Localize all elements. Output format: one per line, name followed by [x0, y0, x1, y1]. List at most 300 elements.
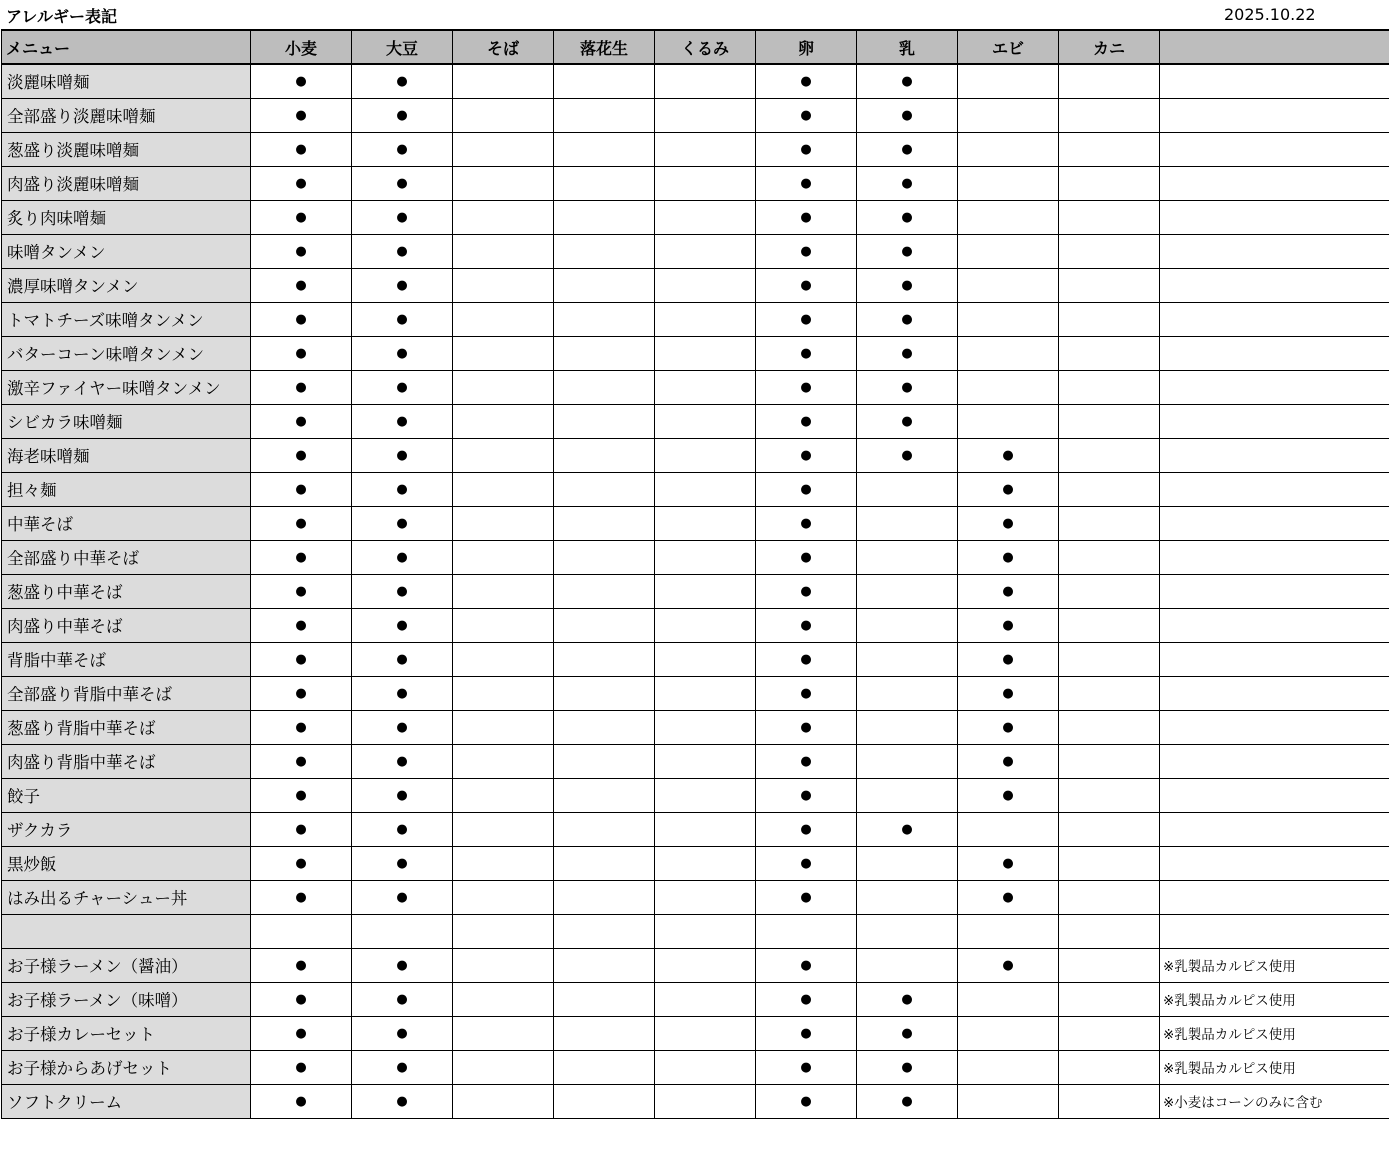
allergen-mark: ●	[800, 175, 812, 191]
allergen-mark: ●	[295, 311, 307, 327]
allergen-cell	[756, 472, 857, 506]
allergen-cell	[1059, 98, 1160, 132]
allergen-cell	[857, 268, 958, 302]
table-row	[2, 98, 1389, 132]
allergen-mark: ●	[800, 753, 812, 769]
allergen-mark: ●	[396, 277, 408, 293]
allergen-mark: ●	[295, 821, 307, 837]
allergen-cell	[756, 744, 857, 778]
allergen-cell	[958, 608, 1059, 642]
allergen-mark: ●	[800, 277, 812, 293]
allergen-mark: ●	[901, 447, 913, 463]
table-row	[2, 812, 1389, 846]
allergen-cell	[857, 948, 958, 982]
allergen-mark: ●	[901, 209, 913, 225]
allergen-cell	[453, 438, 554, 472]
allergen-cell	[1059, 438, 1160, 472]
table-row	[2, 1016, 1389, 1050]
allergen-mark: ●	[1002, 651, 1014, 667]
menu-item-name: 肉盛り背脂中華そば	[2, 744, 251, 778]
allergen-mark: ●	[295, 515, 307, 531]
column-header-egg: 卵	[756, 30, 857, 64]
allergen-cell	[554, 268, 655, 302]
allergen-cell	[352, 370, 453, 404]
allergen-cell	[958, 370, 1059, 404]
menu-item-name: ソフトクリーム	[2, 1084, 251, 1118]
allergen-cell	[453, 506, 554, 540]
allergen-cell	[857, 676, 958, 710]
allergen-cell	[554, 744, 655, 778]
allergen-cell	[453, 1016, 554, 1050]
allergen-cell	[1059, 744, 1160, 778]
allergen-cell	[857, 608, 958, 642]
allergen-cell	[352, 914, 453, 948]
allergen-mark: ●	[295, 617, 307, 633]
allergen-cell	[1059, 676, 1160, 710]
allergen-mark: ●	[295, 719, 307, 735]
allergen-cell	[1059, 166, 1160, 200]
allergen-cell	[958, 1050, 1059, 1084]
allergen-cell	[352, 778, 453, 812]
allergen-cell	[756, 880, 857, 914]
column-header-soy: 大豆	[352, 30, 453, 64]
allergen-cell	[857, 1016, 958, 1050]
allergen-cell	[453, 710, 554, 744]
menu-item-name: トマトチーズ味噌タンメン	[2, 302, 251, 336]
note-cell	[1160, 200, 1389, 234]
allergen-mark: ●	[901, 345, 913, 361]
note-cell	[1160, 370, 1389, 404]
allergen-cell	[1059, 1016, 1160, 1050]
allergen-cell	[352, 438, 453, 472]
allergen-mark: ●	[295, 753, 307, 769]
note-cell	[1160, 608, 1389, 642]
allergen-cell	[958, 166, 1059, 200]
allergen-cell	[251, 1084, 352, 1118]
allergen-cell	[352, 608, 453, 642]
allergen-cell	[958, 472, 1059, 506]
allergen-cell	[1059, 914, 1160, 948]
column-header-milk: 乳	[857, 30, 958, 64]
allergen-cell	[857, 778, 958, 812]
allergen-mark: ●	[295, 991, 307, 1007]
allergen-cell	[958, 948, 1059, 982]
allergen-cell	[251, 438, 352, 472]
allergen-cell	[251, 812, 352, 846]
allergen-cell	[756, 540, 857, 574]
allergen-mark: ●	[295, 379, 307, 395]
allergen-cell	[453, 370, 554, 404]
allergen-cell	[857, 914, 958, 948]
allergen-cell	[554, 948, 655, 982]
allergen-mark: ●	[901, 175, 913, 191]
allergen-mark: ●	[901, 277, 913, 293]
allergen-cell	[554, 234, 655, 268]
allergen-cell	[352, 336, 453, 370]
allergen-cell	[453, 574, 554, 608]
allergen-cell	[655, 914, 756, 948]
allergen-cell	[251, 98, 352, 132]
note-cell	[1160, 64, 1389, 98]
allergen-cell	[655, 540, 756, 574]
allergen-cell	[453, 540, 554, 574]
allergen-cell	[1059, 880, 1160, 914]
column-header-shrimp: エビ	[958, 30, 1059, 64]
allergen-mark: ●	[396, 447, 408, 463]
allergen-cell	[958, 132, 1059, 166]
allergen-mark: ●	[1002, 787, 1014, 803]
allergen-cell	[655, 574, 756, 608]
allergen-cell	[857, 846, 958, 880]
allergen-cell	[857, 98, 958, 132]
allergen-cell	[251, 234, 352, 268]
allergen-cell	[958, 404, 1059, 438]
allergen-cell	[251, 540, 352, 574]
allergen-mark: ●	[396, 753, 408, 769]
note-cell: ※乳製品カルピス使用	[1160, 1016, 1389, 1050]
allergen-cell	[756, 1084, 857, 1118]
allergen-cell	[655, 1084, 756, 1118]
allergen-cell	[1059, 336, 1160, 370]
allergen-mark: ●	[396, 209, 408, 225]
allergen-cell	[958, 1016, 1059, 1050]
column-header-menu: メニュー	[2, 30, 251, 64]
table-row	[2, 234, 1389, 268]
menu-item-name: 葱盛り背脂中華そば	[2, 710, 251, 744]
allergen-mark: ●	[396, 617, 408, 633]
table-row	[2, 846, 1389, 880]
menu-item-name: 海老味噌麺	[2, 438, 251, 472]
allergen-mark: ●	[800, 515, 812, 531]
allergen-cell	[958, 710, 1059, 744]
allergen-mark: ●	[396, 719, 408, 735]
column-header-wheat: 小麦	[251, 30, 352, 64]
allergen-cell	[1059, 812, 1160, 846]
allergen-cell	[251, 982, 352, 1016]
allergen-cell	[352, 1050, 453, 1084]
allergen-cell	[655, 132, 756, 166]
menu-item-name: シビカラ味噌麺	[2, 404, 251, 438]
allergen-cell	[1059, 846, 1160, 880]
allergen-cell	[251, 642, 352, 676]
allergen-cell	[251, 1016, 352, 1050]
allergen-cell	[655, 948, 756, 982]
allergen-cell	[857, 710, 958, 744]
allergen-mark: ●	[1002, 889, 1014, 905]
allergen-cell	[655, 234, 756, 268]
allergen-mark: ●	[800, 311, 812, 327]
allergen-mark: ●	[800, 1093, 812, 1109]
allergen-cell	[554, 438, 655, 472]
allergen-mark: ●	[800, 141, 812, 157]
allergen-cell	[655, 98, 756, 132]
allergen-cell	[251, 472, 352, 506]
allergen-mark: ●	[800, 991, 812, 1007]
table-row	[2, 302, 1389, 336]
allergen-cell	[958, 778, 1059, 812]
allergen-cell	[251, 336, 352, 370]
allergen-cell	[857, 744, 958, 778]
allergen-mark: ●	[295, 447, 307, 463]
allergen-mark: ●	[295, 481, 307, 497]
allergen-cell	[1059, 404, 1160, 438]
allergen-cell	[756, 166, 857, 200]
allergen-cell	[352, 846, 453, 880]
allergen-cell	[756, 778, 857, 812]
allergen-cell	[1059, 472, 1160, 506]
table-row	[2, 472, 1389, 506]
allergen-mark: ●	[800, 549, 812, 565]
allergen-cell	[352, 302, 453, 336]
allergen-cell	[756, 982, 857, 1016]
allergen-mark: ●	[901, 311, 913, 327]
allergen-cell	[756, 948, 857, 982]
note-cell	[1160, 404, 1389, 438]
document-title: アレルギー表記	[6, 7, 117, 26]
allergen-cell	[857, 1084, 958, 1118]
allergen-cell	[453, 642, 554, 676]
table-row	[2, 744, 1389, 778]
menu-item-name: 全部盛り中華そば	[2, 540, 251, 574]
allergen-cell	[352, 948, 453, 982]
table-row	[2, 506, 1389, 540]
allergen-cell	[857, 404, 958, 438]
allergen-cell	[857, 234, 958, 268]
column-header-crab: カニ	[1059, 30, 1160, 64]
allergen-cell	[554, 1084, 655, 1118]
allergen-mark: ●	[800, 957, 812, 973]
allergen-mark: ●	[800, 379, 812, 395]
allergen-mark: ●	[1002, 617, 1014, 633]
note-cell	[1160, 574, 1389, 608]
allergen-mark: ●	[295, 855, 307, 871]
allergen-cell	[1059, 64, 1160, 98]
allergen-mark: ●	[396, 957, 408, 973]
allergen-cell	[554, 608, 655, 642]
allergen-cell	[453, 268, 554, 302]
allergen-mark: ●	[396, 583, 408, 599]
allergen-mark: ●	[1002, 515, 1014, 531]
allergen-mark: ●	[1002, 753, 1014, 769]
allergen-cell	[958, 268, 1059, 302]
allergen-cell	[655, 778, 756, 812]
menu-item-name: バターコーン味噌タンメン	[2, 336, 251, 370]
allergen-mark: ●	[800, 889, 812, 905]
allergen-cell	[453, 1050, 554, 1084]
header-row	[2, 30, 1389, 64]
allergen-cell	[857, 506, 958, 540]
allergen-mark: ●	[396, 175, 408, 191]
allergen-cell	[857, 880, 958, 914]
allergen-cell	[1059, 608, 1160, 642]
allergen-cell	[554, 880, 655, 914]
allergen-mark: ●	[800, 583, 812, 599]
allergen-cell	[251, 846, 352, 880]
allergen-cell	[958, 812, 1059, 846]
allergen-cell	[655, 982, 756, 1016]
allergen-cell	[756, 370, 857, 404]
allergen-mark: ●	[800, 651, 812, 667]
allergen-cell	[251, 370, 352, 404]
allergen-cell	[352, 166, 453, 200]
allergen-cell	[655, 710, 756, 744]
allergen-mark: ●	[901, 1025, 913, 1041]
allergen-cell	[352, 574, 453, 608]
allergen-mark: ●	[800, 481, 812, 497]
allergen-cell	[655, 438, 756, 472]
allergen-cell	[958, 1084, 1059, 1118]
allergen-cell	[655, 642, 756, 676]
allergen-mark: ●	[800, 787, 812, 803]
allergen-cell	[453, 880, 554, 914]
menu-item-name: 濃厚味噌タンメン	[2, 268, 251, 302]
allergen-cell	[251, 64, 352, 98]
allergen-cell	[655, 506, 756, 540]
allergen-cell	[1059, 982, 1160, 1016]
table-row	[2, 880, 1389, 914]
allergen-mark: ●	[295, 73, 307, 89]
allergen-cell	[1059, 200, 1160, 234]
allergen-cell	[1059, 710, 1160, 744]
allergen-cell	[857, 302, 958, 336]
allergen-mark: ●	[295, 549, 307, 565]
allergen-cell	[453, 812, 554, 846]
allergen-cell	[655, 880, 756, 914]
table-row	[2, 982, 1389, 1016]
allergen-cell	[756, 914, 857, 948]
allergen-mark: ●	[1002, 685, 1014, 701]
menu-item-name: 背脂中華そば	[2, 642, 251, 676]
allergen-mark: ●	[901, 379, 913, 395]
note-cell	[1160, 268, 1389, 302]
table-row	[2, 64, 1389, 98]
allergen-cell	[352, 64, 453, 98]
menu-item-name: 中華そば	[2, 506, 251, 540]
allergen-cell	[352, 200, 453, 234]
menu-item-name: 激辛ファイヤー味噌タンメン	[2, 370, 251, 404]
allergen-mark: ●	[295, 1025, 307, 1041]
allergen-cell	[857, 64, 958, 98]
allergen-cell	[554, 914, 655, 948]
allergen-cell	[554, 98, 655, 132]
table-body	[2, 64, 1389, 1118]
menu-item-name: 淡麗味噌麺	[2, 64, 251, 98]
allergen-cell	[756, 710, 857, 744]
allergen-cell	[1059, 234, 1160, 268]
menu-item-name: 葱盛り淡麗味噌麺	[2, 132, 251, 166]
table-row	[2, 540, 1389, 574]
table-row	[2, 166, 1389, 200]
allergen-cell	[453, 982, 554, 1016]
allergen-cell	[251, 608, 352, 642]
allergen-cell	[554, 404, 655, 438]
allergen-cell	[453, 744, 554, 778]
allergen-mark: ●	[901, 821, 913, 837]
allergen-cell	[655, 200, 756, 234]
table-row	[2, 438, 1389, 472]
allergen-cell	[958, 64, 1059, 98]
allergen-cell	[453, 676, 554, 710]
table-row	[2, 336, 1389, 370]
allergen-mark: ●	[1002, 549, 1014, 565]
allergen-cell	[958, 744, 1059, 778]
allergen-cell	[352, 472, 453, 506]
allergen-cell	[251, 948, 352, 982]
allergen-cell	[756, 608, 857, 642]
allergen-cell	[958, 302, 1059, 336]
allergen-mark: ●	[295, 175, 307, 191]
allergen-cell	[453, 166, 554, 200]
allergen-mark: ●	[901, 1059, 913, 1075]
allergen-cell	[655, 744, 756, 778]
table-row	[2, 132, 1389, 166]
allergen-cell	[352, 132, 453, 166]
allergen-cell	[554, 710, 655, 744]
allergen-mark: ●	[295, 277, 307, 293]
allergen-cell	[655, 302, 756, 336]
allergen-cell	[655, 1016, 756, 1050]
allergen-cell	[352, 1084, 453, 1118]
allergen-cell	[251, 744, 352, 778]
allergen-cell	[554, 812, 655, 846]
allergen-cell	[251, 914, 352, 948]
allergen-cell	[554, 472, 655, 506]
allergen-cell	[453, 336, 554, 370]
allergen-cell	[756, 438, 857, 472]
allergen-cell	[1059, 642, 1160, 676]
allergen-cell	[857, 812, 958, 846]
table-row	[2, 676, 1389, 710]
allergen-cell	[1059, 370, 1160, 404]
allergen-cell	[1059, 302, 1160, 336]
table-row	[2, 710, 1389, 744]
allergen-cell	[554, 336, 655, 370]
allergen-cell	[756, 1016, 857, 1050]
allergen-cell	[453, 132, 554, 166]
allergen-cell	[655, 336, 756, 370]
allergen-cell	[756, 64, 857, 98]
allergen-cell	[756, 234, 857, 268]
allergen-cell	[756, 846, 857, 880]
allergen-cell	[756, 506, 857, 540]
allergen-cell	[453, 778, 554, 812]
allergen-cell	[554, 1050, 655, 1084]
menu-item-name: 全部盛り淡麗味噌麺	[2, 98, 251, 132]
allergen-cell	[1059, 132, 1160, 166]
menu-item-name: 全部盛り背脂中華そば	[2, 676, 251, 710]
table-row	[2, 404, 1389, 438]
allergen-cell	[251, 166, 352, 200]
allergen-mark: ●	[800, 719, 812, 735]
allergen-cell	[655, 676, 756, 710]
allergen-cell	[655, 370, 756, 404]
allergen-mark: ●	[1002, 719, 1014, 735]
allergen-cell	[453, 948, 554, 982]
note-cell	[1160, 506, 1389, 540]
note-cell	[1160, 166, 1389, 200]
note-cell	[1160, 336, 1389, 370]
allergen-cell	[554, 302, 655, 336]
note-cell	[1160, 710, 1389, 744]
allergen-mark: ●	[800, 821, 812, 837]
allergen-mark: ●	[800, 1059, 812, 1075]
column-header-buckwheat: そば	[453, 30, 554, 64]
note-cell	[1160, 676, 1389, 710]
allergen-mark: ●	[396, 481, 408, 497]
allergen-cell	[958, 880, 1059, 914]
allergen-mark: ●	[800, 73, 812, 89]
allergen-mark: ●	[396, 685, 408, 701]
